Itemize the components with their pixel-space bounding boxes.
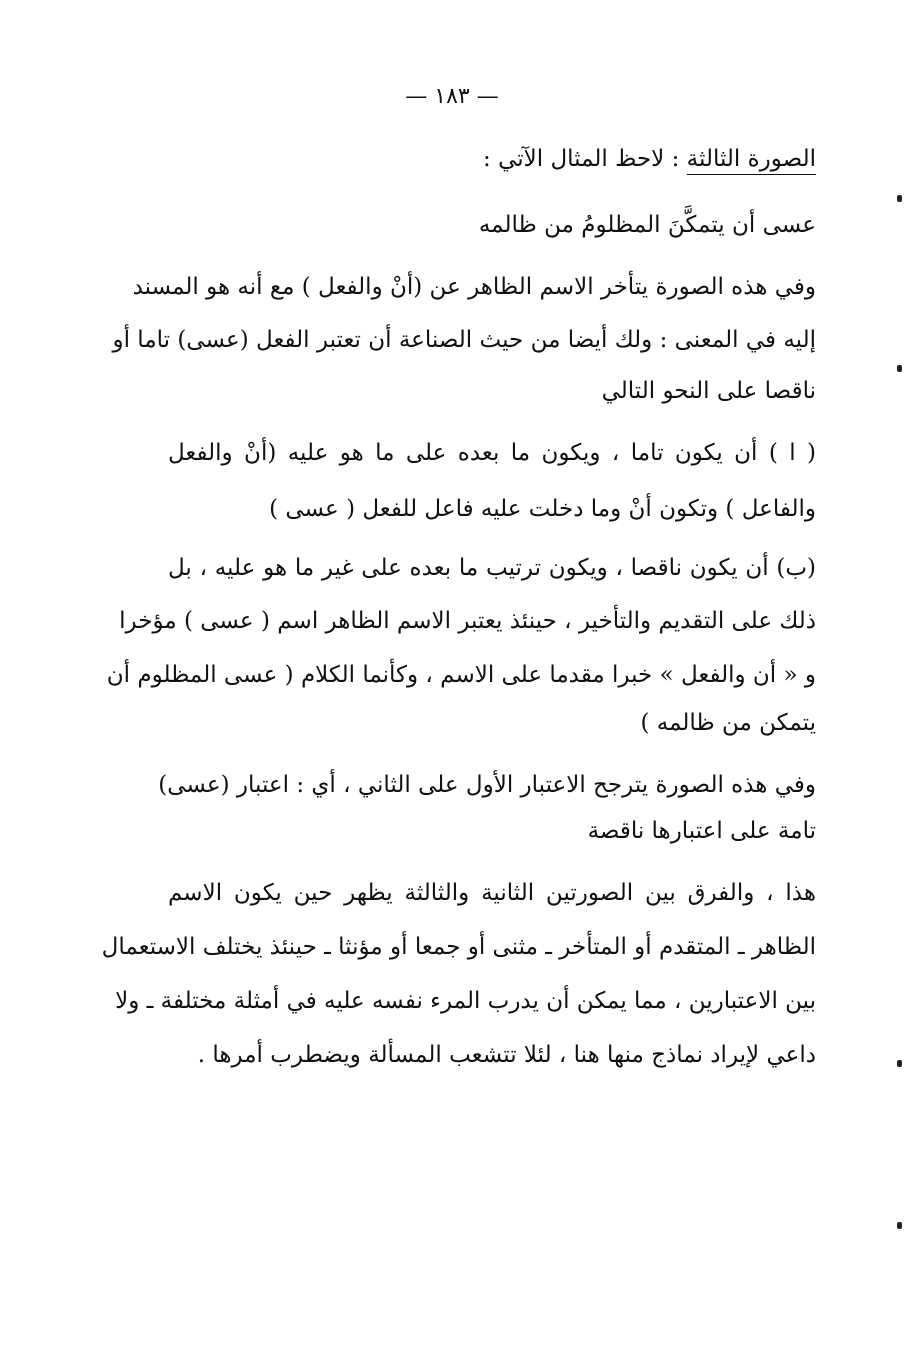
para1-line-1: وفي هذه الصورة يتأخر الاسم الظاهر عن (أنْ والفعل ) مع أنه هو المسند [132,274,816,300]
para2-line-1: ( ا ) أن يكون تاما ، ويكون ما بعده على ما هو عليه (أنْ والفعل [168,440,816,466]
para3-line-3: و « أن والفعل » خبرا مقدما على الاسم ، وكأنما الكلام ( عسى المظلوم أن [106,662,816,688]
heading-underlined: الصورة الثالثة [686,146,816,172]
para3-line-1: (ب) أن يكون ناقصا ، ويكون ترتيب ما بعده على غير ما هو عليه ، بل [168,555,816,581]
para5-line-3: بين الاعتبارين ، مما يمكن أن يدرب المرء نفسه عليه في أمثلة مختلفة ـ ولا [115,988,816,1014]
para2-line-2: والفاعل ) وتكون أنْ وما دخلت عليه فاعل للفعل ( عسى ) [269,496,816,522]
para4-line-2: تامة على اعتبارها ناقصة [587,818,816,844]
margin-dot [897,1060,902,1067]
page-number: — ١٨٣ — [405,84,499,109]
para5-line-1: هذا ، والفرق بين الصورتين الثانية والثالثة يظهر حين يكون الاسم [168,880,816,906]
para1-line-3: ناقصا على النحو التالي [601,378,816,404]
para3-line-4: يتمكن من ظالمه ) [640,710,816,736]
para1-line-2: إليه في المعنى : ولك أيضا من حيث الصناعة أن تعتبر الفعل (عسى) تاما أو [112,327,816,353]
para5-line-4: داعي لإيراد نماذج منها هنا ، لئلا تتشعب المسألة ويضطرب أمرها . [197,1042,816,1068]
margin-dot [897,365,902,372]
section-heading [168,144,816,174]
heading-rest: : لاحظ المثال الآتي : [483,146,680,172]
margin-dot [897,195,902,202]
para3-line-2: ذلك على التقديم والتأخير ، حينئذ يعتبر الاسم الظاهر اسم ( عسى ) مؤخرا [119,608,816,634]
para4-line-1: وفي هذه الصورة يترجح الاعتبار الأول على الثاني ، أي : اعتبار (عسى) [158,772,816,798]
example-sentence: عسى أن يتمكَّنَ المظلومُ من ظالمه [478,212,816,238]
para5-line-2: الظاهر ـ المتقدم أو المتأخر ـ مثنى أو جمعا أو مؤنثا ـ حينئذ يختلف الاستعمال [101,934,816,960]
margin-dot [897,1222,902,1229]
